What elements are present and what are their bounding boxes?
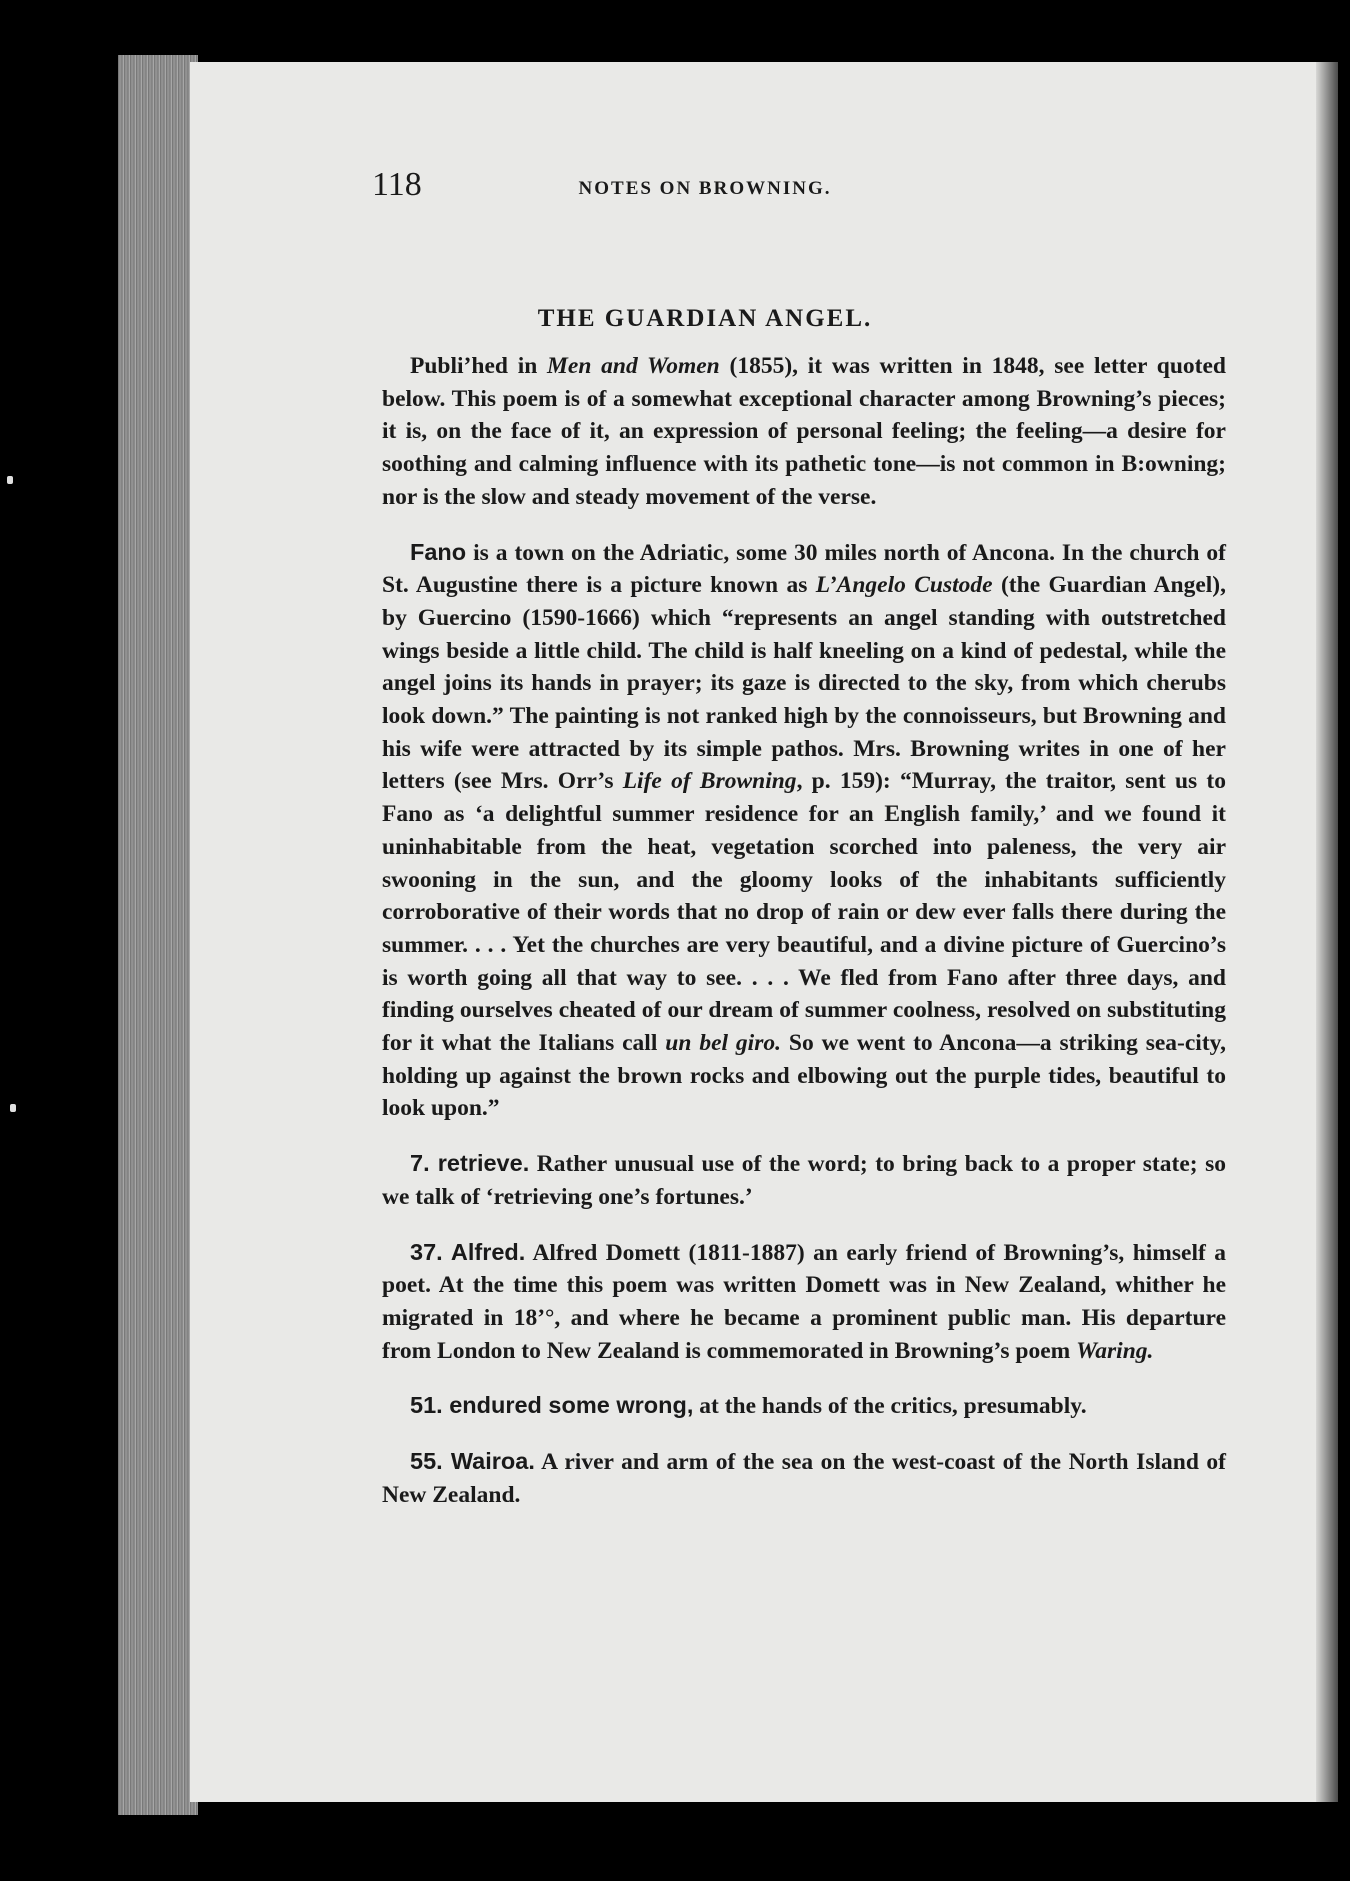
running-title: NOTES ON BROWNING.	[578, 178, 832, 199]
body-text	[382, 350, 1226, 1534]
p6-lead: 55. Wairoa.	[410, 1448, 535, 1475]
page-number: 118	[372, 166, 422, 203]
page-edges	[118, 55, 198, 1815]
note-alfred	[382, 1236, 1226, 1368]
p3-text-a: Rather unusual use of the word; to bring back to a proper state; so we talk of ‘retrieving one’s fortunes.’	[382, 1151, 1226, 1210]
p5-lead: 51. endured some wrong,	[410, 1392, 694, 1419]
section-title: THE GUARDIAN ANGEL.	[537, 305, 873, 332]
page-header	[360, 166, 1050, 226]
p2-text-c: , p. 159): “Murray, the traitor, sent us to Fano as ‘a delightful summer residence for an English family,’ and we found it uninhabitable from the heat, vegetation scorched into paleness, the very air swooning in the sun, and the gloomy looks of the inhabitants sufficiently corroborative of their words that no drop of rain or dew ever falls there during the summer. . . . Yet the churches are very beautiful, and a divine picture of Guercino’s is worth going all that way to see. . . . We fled from Fano after three days, and finding ourselves cheated of our dream of summer coolness, resolved on substituting for it what the Italians call	[382, 768, 1226, 1057]
note-endured	[382, 1389, 1226, 1423]
p6-text-a: A river and arm of the sea on the west-coast of the North Island of New Zealand.	[382, 1449, 1227, 1508]
p1-text-b: (1855), it was written in 1848, see letter quoted below. This poem is of a somewhat exceptional character among Browning’s pieces; it is, on the face of it, an expression of personal feeling; the feeling—a desire for soothing and calming influence with its pathetic tone—is not common in B:owning; nor is the slow and steady movement of the verse.	[382, 353, 1226, 510]
p5-text-a: at the hands of the critics, presumably.	[693, 1393, 1087, 1420]
p4-lead: 37. Alfred.	[410, 1238, 526, 1265]
p2-lead: Fano	[410, 538, 467, 565]
p2-text-d: So we went to Ancona—a striking sea-city, holding up against the brown rocks and elbowing out the purple tides, beautiful to look upon.”	[382, 1030, 1226, 1122]
p4-text-a: Alfred Domett (1811-1887) an early friend of Browning’s, himself a poet. At the time this poem was written Domett was in New Zealand, whither he migrated in 18’°, and where he became a prominent public man. His departure from London to New Zealand is commemorated in Browning’s poem	[382, 1239, 1226, 1364]
p2-italic-b: Life of Browning	[622, 768, 797, 795]
p2-italic-c: un bel giro.	[665, 1030, 781, 1057]
note-wairoa	[382, 1445, 1226, 1511]
p2-text-b: (the Guardian Angel), by Guercino (1590-1666) which “represents an angel standing with outstretched wings beside a little child. The child is half kneeling on a kind of pedestal, while the angel joins its hands in prayer; its gaze is directed to the sky, from which cherubs look down.” The painting is not ranked high by the connoisseurs, but Browning and his wife were attracted by its simple pathos. Mrs. Browning writes in one of her letters (see Mrs. Orr’s	[382, 572, 1226, 795]
note-retrieve	[382, 1147, 1226, 1213]
p1-text-a: Publi’hed in	[410, 353, 548, 379]
p2-italic-a: L’Angelo Custode	[815, 572, 993, 599]
p3-lead: 7. retrieve.	[410, 1150, 530, 1177]
p1-italic-a: Men and Women	[547, 353, 720, 379]
paragraph-fano	[382, 536, 1226, 1126]
page-gutter-shadow	[1316, 62, 1338, 1802]
paragraph-publication	[382, 350, 1226, 514]
p4-italic-a: Waring.	[1076, 1337, 1154, 1364]
p2-text-a: is a town on the Adriatic, some 30 miles north of Ancona. In the church of St. Augustine there is a picture known as	[382, 539, 1226, 599]
